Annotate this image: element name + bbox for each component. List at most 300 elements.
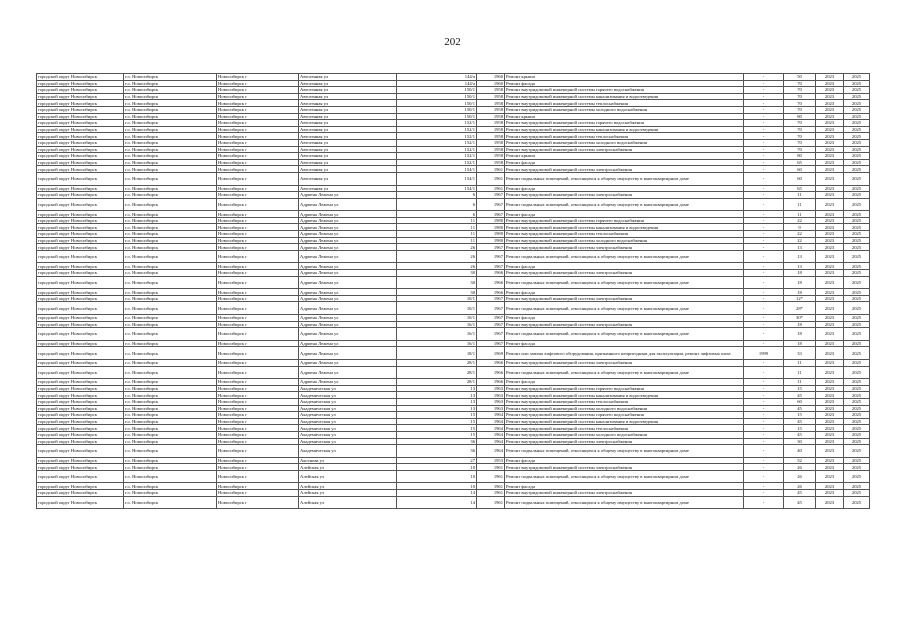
cell-lift-year: - [744, 172, 784, 185]
cell-start-year: 2023 [816, 126, 844, 133]
cell-district: городской округ Новосибирск [37, 392, 124, 399]
cell-street: Адриена Лежена ул [299, 379, 397, 386]
cell-city: г.о. Новосибирск [124, 146, 217, 153]
cell-year: 1963 [477, 405, 505, 412]
cell-city: г.о. Новосибирск [124, 457, 217, 464]
cell-start-year: 2023 [816, 457, 844, 464]
cell-house: 154/1 [397, 185, 477, 192]
cell-wear: 70 [784, 120, 816, 127]
table-row [37, 80, 870, 87]
cell-end-year: 2025 [844, 87, 870, 94]
cell-lift-year: - [744, 244, 784, 251]
cell-start-year: 2023 [816, 289, 844, 296]
cell-street: Автогенная ул [299, 93, 397, 100]
cell-district: городской округ Новосибирск [37, 470, 124, 483]
cell-work-type: Ремонт внутридомовой инженерной системы канализования и водоотведения [505, 93, 744, 100]
cell-settlement: Новосибирск г [217, 412, 299, 419]
cell-city: г.о. Новосибирск [124, 412, 217, 419]
table-row [37, 93, 870, 100]
cell-year: 1958 [477, 106, 505, 113]
table-row [37, 496, 870, 509]
cell-start-year: 2023 [816, 133, 844, 140]
cell-start-year: 2023 [816, 321, 844, 328]
cell-wear: 30 [784, 438, 816, 445]
cell-district: городской округ Новосибирск [37, 231, 124, 238]
cell-year: 1964 [477, 418, 505, 425]
cell-end-year: 2025 [844, 113, 870, 120]
cell-year: 1958 [477, 159, 505, 166]
cell-street: Автогенная ул [299, 126, 397, 133]
cell-city: г.о. Новосибирск [124, 217, 217, 224]
cell-end-year: 2025 [844, 133, 870, 140]
cell-settlement: Новосибирск г [217, 328, 299, 341]
cell-house: 11 [397, 231, 477, 238]
cell-house: 30 [397, 270, 477, 277]
cell-district: городской округ Новосибирск [37, 146, 124, 153]
cell-district: городской округ Новосибирск [37, 74, 124, 81]
cell-work-type: Ремонт внутридомовой инженерной системы канализования и водоотведения [505, 126, 744, 133]
cell-district: городской округ Новосибирск [37, 412, 124, 419]
cell-year: 1967 [477, 328, 505, 341]
cell-house: 13 [397, 385, 477, 392]
cell-start-year: 2023 [816, 159, 844, 166]
cell-end-year: 2025 [844, 379, 870, 386]
cell-end-year: 2025 [844, 93, 870, 100]
cell-start-year: 2023 [816, 302, 844, 315]
cell-house: 14 [397, 496, 477, 509]
cell-start-year: 2023 [816, 445, 844, 458]
table-row [37, 379, 870, 386]
cell-district: городской округ Новосибирск [37, 418, 124, 425]
cell-settlement: Новосибирск г [217, 231, 299, 238]
cell-district: городской округ Новосибирск [37, 126, 124, 133]
cell-settlement: Новосибирск г [217, 302, 299, 315]
cell-district: городской округ Новосибирск [37, 153, 124, 160]
cell-city: г.о. Новосибирск [124, 211, 217, 218]
table-row [37, 126, 870, 133]
cell-wear: 80 [784, 113, 816, 120]
cell-settlement: Новосибирск г [217, 139, 299, 146]
cell-house: 11 [397, 217, 477, 224]
cell-settlement: Новосибирск г [217, 270, 299, 277]
cell-street: Автогенная ул [299, 100, 397, 107]
cell-settlement: Новосибирск г [217, 490, 299, 497]
cell-house: 14 [397, 490, 477, 497]
cell-street: Автогенная ул [299, 113, 397, 120]
cell-house: 10 [397, 483, 477, 490]
cell-settlement: Новосибирск г [217, 347, 299, 360]
cell-wear: 22 [784, 237, 816, 244]
cell-year: 1967 [477, 192, 505, 199]
cell-street: Автогенная ул [299, 172, 397, 185]
table-row [37, 270, 870, 277]
cell-work-type: Ремонт внутридомовой инженерной системы горячего водоснабжения [505, 87, 744, 94]
cell-settlement: Новосибирск г [217, 405, 299, 412]
cell-settlement: Новосибирск г [217, 192, 299, 199]
cell-work-type: Ремонт внутридомовой инженерной системы горячего водоснабжения [505, 217, 744, 224]
table-row [37, 159, 870, 166]
cell-end-year: 2025 [844, 120, 870, 127]
cell-year: 1980 [477, 217, 505, 224]
cell-start-year: 2023 [816, 192, 844, 199]
cell-house: 10 [397, 464, 477, 471]
cell-start-year: 2023 [816, 237, 844, 244]
cell-district: городской округ Новосибирск [37, 438, 124, 445]
cell-district: городской округ Новосибирск [37, 93, 124, 100]
cell-settlement: Новосибирск г [217, 379, 299, 386]
cell-wear: 13 [784, 263, 816, 270]
table-row [37, 385, 870, 392]
cell-work-type: Ремонт внутридомовой инженерной системы электроснабжения [505, 321, 744, 328]
cell-year: 1967 [477, 340, 505, 347]
cell-district: городской округ Новосибирск [37, 289, 124, 296]
cell-settlement: Новосибирск г [217, 237, 299, 244]
cell-settlement: Новосибирск г [217, 244, 299, 251]
cell-lift-year: - [744, 211, 784, 218]
cell-settlement: Новосибирск г [217, 457, 299, 464]
cell-lift-year: - [744, 385, 784, 392]
cell-start-year: 2023 [816, 328, 844, 341]
cell-house: 30 [397, 289, 477, 296]
cell-wear: 11 [784, 366, 816, 379]
cell-start-year: 2023 [816, 405, 844, 412]
cell-settlement: Новосибирск г [217, 359, 299, 366]
cell-settlement: Новосибирск г [217, 470, 299, 483]
cell-work-type: Ремонт подвальных помещений, относящихся к общему имуществу в многоквартирном доме [505, 496, 744, 509]
cell-end-year: 2025 [844, 366, 870, 379]
cell-district: городской округ Новосибирск [37, 464, 124, 471]
cell-settlement: Новосибирск г [217, 217, 299, 224]
table-row [37, 438, 870, 445]
cell-wear: 15 [784, 412, 816, 419]
cell-lift-year: - [744, 159, 784, 166]
cell-settlement: Новосибирск г [217, 431, 299, 438]
cell-year: 1980 [477, 237, 505, 244]
cell-wear: 18 [784, 270, 816, 277]
cell-year: 1958 [477, 146, 505, 153]
cell-district: городской округ Новосибирск [37, 113, 124, 120]
cell-wear: 15 [784, 425, 816, 432]
cell-street: Адриена Лежена ул [299, 347, 397, 360]
cell-settlement: Новосибирск г [217, 211, 299, 218]
cell-wear: 18 [784, 328, 816, 341]
cell-city: г.о. Новосибирск [124, 445, 217, 458]
cell-wear: 15 [784, 385, 816, 392]
cell-year: 1958 [477, 126, 505, 133]
cell-lift-year: - [744, 198, 784, 211]
cell-end-year: 2025 [844, 295, 870, 302]
table-row [37, 302, 870, 315]
cell-work-type: Ремонт внутридомовой инженерной системы электроснабжения [505, 295, 744, 302]
table-row [37, 100, 870, 107]
table-row [37, 139, 870, 146]
cell-house: 144/а [397, 80, 477, 87]
cell-wear: 22 [784, 231, 816, 238]
table-row [37, 198, 870, 211]
cell-district: городской округ Новосибирск [37, 295, 124, 302]
cell-house: 15 [397, 412, 477, 419]
cell-end-year: 2025 [844, 412, 870, 419]
cell-house: 154/1 [397, 172, 477, 185]
cell-work-type: Ремонт внутридомовой инженерной системы теплоснабжения [505, 100, 744, 107]
cell-work-type: Ремонт подвальных помещений, относящихся к общему имуществу в многоквартирном доме [505, 250, 744, 263]
table-row [37, 328, 870, 341]
cell-year: 1967 [477, 244, 505, 251]
cell-start-year: 2023 [816, 211, 844, 218]
cell-district: городской округ Новосибирск [37, 237, 124, 244]
cell-settlement: Новосибирск г [217, 392, 299, 399]
cell-end-year: 2025 [844, 172, 870, 185]
cell-city: г.о. Новосибирск [124, 340, 217, 347]
cell-settlement: Новосибирск г [217, 185, 299, 192]
cell-settlement: Новосибирск г [217, 398, 299, 405]
cell-street: Адриена Лежена ул [299, 328, 397, 341]
cell-city: г.о. Новосибирск [124, 250, 217, 263]
cell-wear: 18 [784, 289, 816, 296]
cell-settlement: Новосибирск г [217, 120, 299, 127]
cell-year: 1964 [477, 445, 505, 458]
cell-start-year: 2023 [816, 244, 844, 251]
cell-street: Адриена Лежена ул [299, 244, 397, 251]
cell-district: городской округ Новосибирск [37, 328, 124, 341]
cell-year: 1966 [477, 366, 505, 379]
cell-city: г.о. Новосибирск [124, 224, 217, 231]
cell-end-year: 2025 [844, 431, 870, 438]
table-row [37, 192, 870, 199]
cell-street: Адриена Лежена ул [299, 211, 397, 218]
cell-wear: 70 [784, 106, 816, 113]
cell-district: городской округ Новосибирск [37, 340, 124, 347]
cell-street: Автогенная ул [299, 87, 397, 94]
cell-settlement: Новосибирск г [217, 289, 299, 296]
table-row [37, 412, 870, 419]
cell-work-type: Ремонт внутридомовой инженерной системы холодного водоснабжения [505, 139, 744, 146]
cell-street: Академическая ул [299, 412, 397, 419]
cell-lift-year: - [744, 398, 784, 405]
cell-end-year: 2025 [844, 359, 870, 366]
cell-work-type: Ремонт подвальных помещений, относящихся к общему имуществу в многоквартирном доме [505, 445, 744, 458]
cell-end-year: 2025 [844, 302, 870, 315]
cell-year: 1961 [477, 185, 505, 192]
cell-district: городской округ Новосибирск [37, 166, 124, 173]
cell-street: Алейская ул [299, 464, 397, 471]
cell-work-type: Ремонт фасада [505, 263, 744, 270]
cell-year: 1966 [477, 379, 505, 386]
table-row [37, 418, 870, 425]
cell-city: г.о. Новосибирск [124, 159, 217, 166]
cell-city: г.о. Новосибирск [124, 192, 217, 199]
cell-work-type: Ремонт фасада [505, 211, 744, 218]
cell-work-type: Ремонт фасада [505, 457, 744, 464]
cell-lift-year: - [744, 438, 784, 445]
cell-lift-year: - [744, 425, 784, 432]
cell-work-type: Ремонт внутридомовой инженерной системы холодного водоснабжения [505, 237, 744, 244]
cell-year: 1961 [477, 172, 505, 185]
table-row [37, 359, 870, 366]
cell-settlement: Новосибирск г [217, 366, 299, 379]
cell-start-year: 2023 [816, 87, 844, 94]
cell-city: г.о. Новосибирск [124, 289, 217, 296]
cell-city: г.о. Новосибирск [124, 347, 217, 360]
cell-lift-year: 1999 [744, 347, 784, 360]
cell-city: г.о. Новосибирск [124, 198, 217, 211]
cell-start-year: 2023 [816, 74, 844, 81]
table-row [37, 366, 870, 379]
cell-wear: 70 [784, 100, 816, 107]
cell-lift-year: - [744, 126, 784, 133]
cell-wear: 45 [784, 418, 816, 425]
cell-end-year: 2025 [844, 315, 870, 322]
cell-district: городской округ Новосибирск [37, 270, 124, 277]
cell-lift-year: - [744, 250, 784, 263]
cell-work-type: Ремонт фасада [505, 315, 744, 322]
cell-house: 26 [397, 244, 477, 251]
cell-district: городской округ Новосибирск [37, 457, 124, 464]
cell-house: 152/1 [397, 159, 477, 166]
cell-year: 1966 [477, 359, 505, 366]
cell-city: г.о. Новосибирск [124, 483, 217, 490]
cell-house: 16/1 [397, 340, 477, 347]
cell-street: Академическая ул [299, 431, 397, 438]
cell-street: Академическая ул [299, 385, 397, 392]
cell-house: 28/1 [397, 366, 477, 379]
cell-district: городской округ Новосибирск [37, 120, 124, 127]
cell-work-type: Ремонт внутридомовой инженерной системы холодного водоснабжения [505, 431, 744, 438]
cell-house: 15 [397, 431, 477, 438]
cell-work-type: Ремонт подвальных помещений, относящихся к общему имуществу в многоквартирном доме [505, 172, 744, 185]
cell-wear: 65 [784, 185, 816, 192]
cell-work-type: Ремонт подвальных помещений, относящихся к общему имуществу в многоквартирном доме [505, 198, 744, 211]
cell-lift-year: - [744, 120, 784, 127]
cell-wear: 12* [784, 295, 816, 302]
cell-work-type: Ремонт фасада [505, 80, 744, 87]
cell-city: г.о. Новосибирск [124, 126, 217, 133]
cell-house: 152/1 [397, 120, 477, 127]
cell-start-year: 2023 [816, 153, 844, 160]
cell-year: 1958 [477, 87, 505, 94]
cell-district: городской округ Новосибирск [37, 431, 124, 438]
cell-start-year: 2023 [816, 106, 844, 113]
cell-house: 11 [397, 224, 477, 231]
cell-district: городской округ Новосибирск [37, 80, 124, 87]
cell-city: г.о. Новосибирск [124, 359, 217, 366]
cell-wear: 70 [784, 146, 816, 153]
cell-lift-year: - [744, 263, 784, 270]
cell-start-year: 2023 [816, 146, 844, 153]
cell-district: городской округ Новосибирск [37, 172, 124, 185]
cell-start-year: 2023 [816, 113, 844, 120]
cell-street: Адриена Лежена ул [299, 237, 397, 244]
cell-city: г.о. Новосибирск [124, 120, 217, 127]
cell-street: Автогенная ул [299, 120, 397, 127]
cell-street: Адриена Лежена ул [299, 321, 397, 328]
cell-work-type: Ремонт фасада [505, 289, 744, 296]
cell-year: 1958 [477, 153, 505, 160]
cell-year: 1960 [477, 74, 505, 81]
cell-district: городской округ Новосибирск [37, 496, 124, 509]
cell-work-type: Ремонт или замена лифтового оборудования, признанного непригодным для эксплуатации, ремонт лифтовых шахт [505, 347, 744, 360]
cell-lift-year: - [744, 412, 784, 419]
cell-work-type: Ремонт подвальных помещений, относящихся к общему имуществу в многоквартирном доме [505, 302, 744, 315]
cell-settlement: Новосибирск г [217, 100, 299, 107]
cell-district: городской округ Новосибирск [37, 445, 124, 458]
cell-work-type: Ремонт внутридомовой инженерной системы холодного водоснабжения [505, 405, 744, 412]
cell-city: г.о. Новосибирск [124, 431, 217, 438]
cell-year: 1967 [477, 211, 505, 218]
cell-wear: 45 [784, 405, 816, 412]
cell-work-type: Ремонт фасада [505, 483, 744, 490]
cell-city: г.о. Новосибирск [124, 237, 217, 244]
cell-house: 150/1 [397, 106, 477, 113]
cell-street: Адриена Лежена ул [299, 198, 397, 211]
cell-year: 1980 [477, 224, 505, 231]
cell-wear: 45 [784, 490, 816, 497]
cell-start-year: 2023 [816, 185, 844, 192]
cell-settlement: Новосибирск г [217, 166, 299, 173]
cell-street: Аксенова ул [299, 457, 397, 464]
cell-end-year: 2025 [844, 470, 870, 483]
cell-wear: 60 [784, 166, 816, 173]
cell-wear: 70 [784, 139, 816, 146]
cell-house: 150/1 [397, 113, 477, 120]
cell-lift-year: - [744, 106, 784, 113]
cell-wear: 60 [784, 398, 816, 405]
cell-end-year: 2025 [844, 224, 870, 231]
cell-work-type: Ремонт внутридомовой инженерной системы электроснабжения [505, 270, 744, 277]
cell-street: Адриена Лежена ул [299, 289, 397, 296]
cell-wear: 45 [784, 431, 816, 438]
cell-settlement: Новосибирск г [217, 438, 299, 445]
cell-house: 26 [397, 250, 477, 263]
cell-end-year: 2025 [844, 237, 870, 244]
cell-city: г.о. Новосибирск [124, 153, 217, 160]
cell-lift-year: - [744, 315, 784, 322]
cell-house: 16/1 [397, 328, 477, 341]
cell-year: 1961 [477, 483, 505, 490]
cell-house: 154/1 [397, 166, 477, 173]
cell-settlement: Новосибирск г [217, 80, 299, 87]
cell-lift-year: - [744, 321, 784, 328]
table-row [37, 133, 870, 140]
cell-street: Адриена Лежена ул [299, 250, 397, 263]
cell-lift-year: - [744, 464, 784, 471]
cell-settlement: Новосибирск г [217, 113, 299, 120]
table-row [37, 295, 870, 302]
cell-city: г.о. Новосибирск [124, 302, 217, 315]
cell-end-year: 2025 [844, 405, 870, 412]
cell-work-type: Ремонт внутридомовой инженерной системы электроснабжения [505, 244, 744, 251]
cell-end-year: 2025 [844, 153, 870, 160]
table-row [37, 483, 870, 490]
cell-start-year: 2023 [816, 398, 844, 405]
table-row [37, 120, 870, 127]
cell-city: г.о. Новосибирск [124, 93, 217, 100]
cell-start-year: 2023 [816, 172, 844, 185]
cell-district: городской округ Новосибирск [37, 192, 124, 199]
table-row [37, 172, 870, 185]
cell-end-year: 2025 [844, 244, 870, 251]
cell-end-year: 2025 [844, 321, 870, 328]
table-row [37, 321, 870, 328]
cell-wear: 26 [784, 464, 816, 471]
cell-start-year: 2023 [816, 315, 844, 322]
cell-street: Адриена Лежена ул [299, 270, 397, 277]
cell-end-year: 2025 [844, 126, 870, 133]
cell-end-year: 2025 [844, 270, 870, 277]
cell-end-year: 2025 [844, 276, 870, 289]
cell-city: г.о. Новосибирск [124, 425, 217, 432]
cell-city: г.о. Новосибирск [124, 470, 217, 483]
